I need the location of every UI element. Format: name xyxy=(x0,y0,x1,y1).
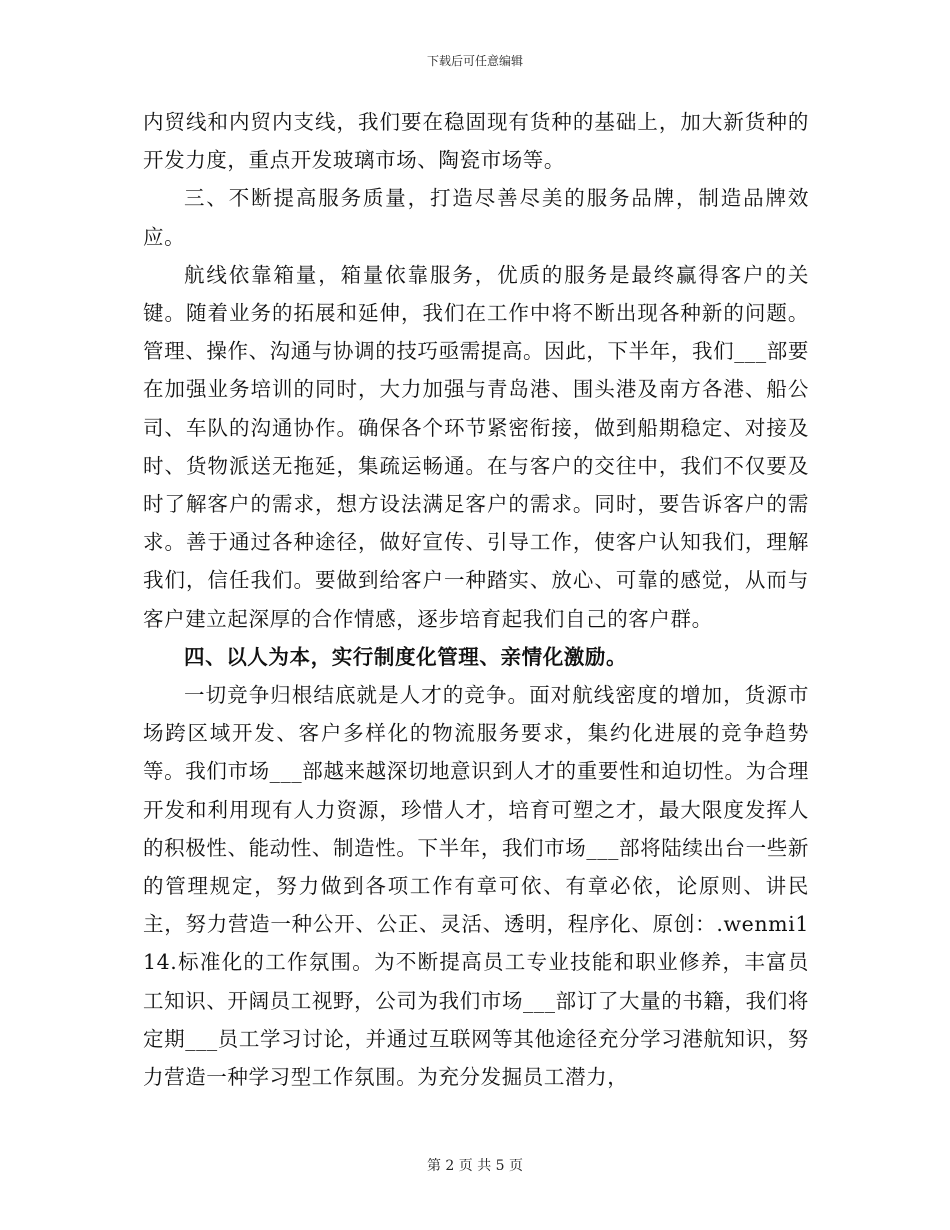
page-header: 下载后可任意编辑 xyxy=(426,54,523,68)
section-heading-four: 四、以人为本，实行制度化管理、亲情化激励。 xyxy=(184,644,628,669)
paragraph-continuation: 内贸线和内贸内支线，我们要在稳固现有货种的基础上，加大新货种的开发力度，重点开发玻璃市场、陶瓷市场等。 xyxy=(143,110,809,173)
paragraph-service: 航线依靠箱量，箱量依靠服务，优质的服务是最终赢得客户的关键。随着业务的拓展和延伸，我们在工作中将不断出现各种新的问题。管理、操作、沟通与协调的技巧亟需提高。因此，下半年，我们___部要在加强业务培训的同时，大力加强与青岛港、围头港及南方各港、船公司、车队的沟通协作。确保各个环节紧密衔接，做到船期稳定、对接及时、货物派送无拖延，集疏运畅通。在与客户的交往中，我们不仅要及时了解客户的需求，想方设法满足客户的需求。同时，要告诉客户的需求。善于通过各种途径，做好宣传、引导工作，使客户认知我们，理解我们，信任我们。要做到给客户一种踏实、放心、可靠的感觉，从而与客户建立起深厚的合作情感，逐步培育起我们自己的客户群。 xyxy=(143,262,809,631)
section-heading-three: 三、不断提高服务质量，打造尽善尽美的服务品牌，制造品牌效应。 xyxy=(143,186,809,249)
page-footer: 第 2 页 共 5 页 xyxy=(426,1158,524,1174)
document-body xyxy=(143,103,809,1096)
paragraph-talent: 一切竞争归根结底就是人才的竞争。面对航线密度的增加，货源市场跨区域开发、客户多样化的物流服务要求，集约化进展的竞争趋势等。我们市场___部越来越深切地意识到人才的重要性和迫切性。为合理开发和利用现有人力资源，珍惜人才，培育可塑之才，最大限度发挥人的积极性、能动性、制造性。下半年，我们市场___部将陆续出台一些新的管理规定，努力做到各项工作有章可依、有章必依，论原则、讲民主，努力营造一种公开、公正、灵活、透明，程序化、原创：.wenmi114.标准化的工作氛围。为不断提高员工专业技能和职业修养，丰富员工知识、开阔员工视野，公司为我们市场___部订了大量的书籍，我们将定期___员工学习讨论，并通过互联网等其他途径充分学习港航知识，努力营造一种学习型工作氛围。为充分发掘员工潜力， xyxy=(143,683,809,1090)
